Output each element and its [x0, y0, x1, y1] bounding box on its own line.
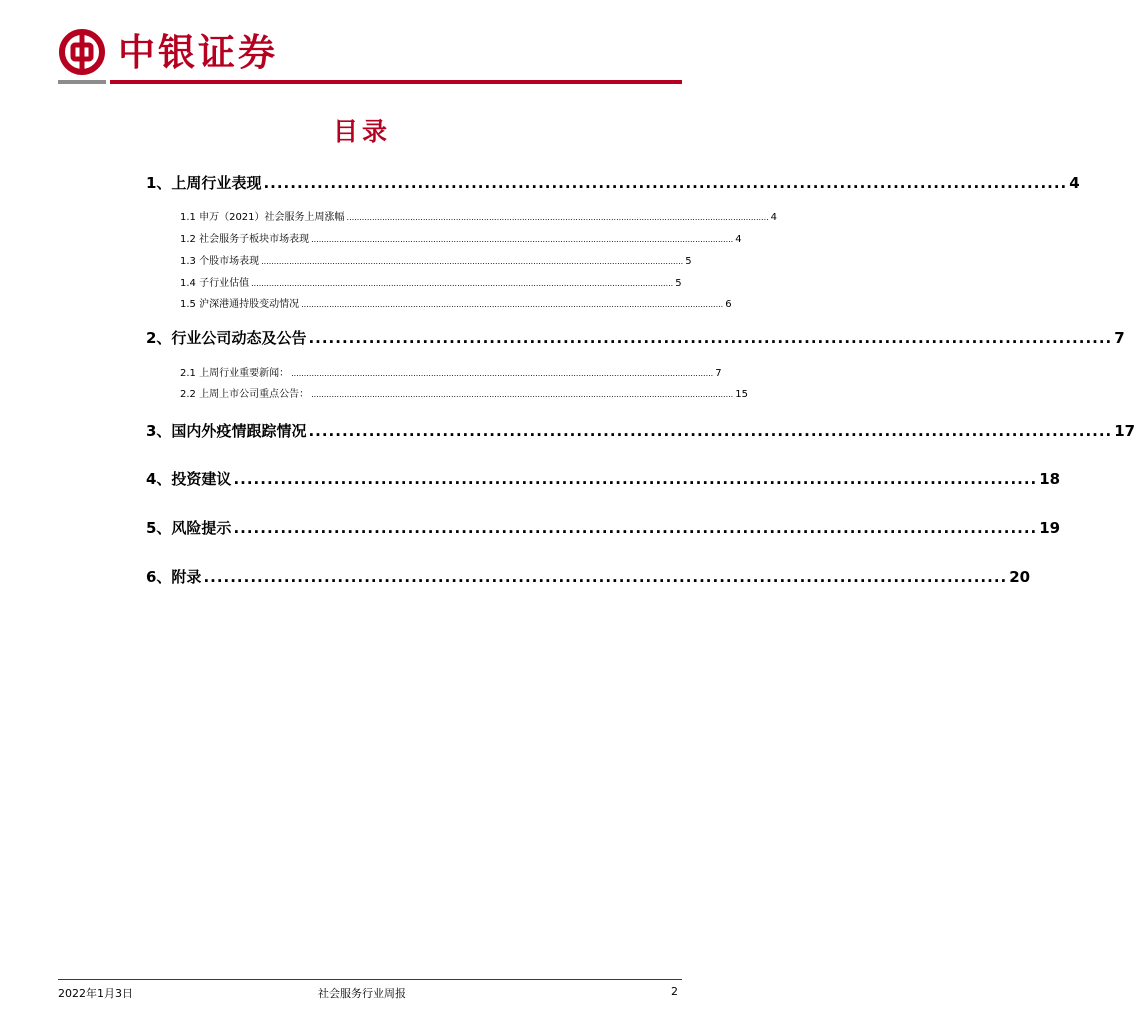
toc-entry-label: 6、附录 [146, 568, 202, 586]
toc-entry-label: 3、国内外疫情跟踪情况 [146, 422, 307, 440]
toc-entry-label: 1.5 沪深港通持股变动情况 [180, 299, 300, 310]
toc-entry-page: 15 [735, 389, 748, 400]
toc-entry-page: 19 [1039, 519, 1061, 537]
toc-entry-page: 20 [1009, 568, 1031, 586]
toc-entry-1-1[interactable] [180, 208, 778, 223]
toc-entry-3[interactable] [146, 420, 1135, 442]
toc-leader-dots: ...................................................................................................................................................................... [311, 390, 734, 399]
toc-entry-label: 1.2 社会服务子板块市场表现 [180, 234, 310, 245]
toc-entry-5[interactable] [146, 517, 1061, 539]
toc-leader-dots: ........................................................................................................................ [203, 568, 1008, 586]
toc-entry-page: 4 [1069, 174, 1080, 192]
toc-entry-label: 1.3 个股市场表现 [180, 256, 260, 267]
toc-entry-page: 4 [735, 234, 742, 245]
toc-leader-dots: ........................................................................................................................ [263, 174, 1068, 192]
toc-leader-dots: ...................................................................................................................................................................... [251, 279, 674, 288]
toc-entry-page: 5 [685, 256, 692, 267]
toc-entry-label: 1.1 申万（2021）社会服务上周涨幅 [180, 212, 345, 223]
brand-name: 中银证券 [118, 30, 278, 74]
toc-leader-dots: ...................................................................................................................................................................... [311, 235, 734, 244]
toc-leader-dots: ...................................................................................................................................................................... [261, 257, 684, 266]
toc-entry-1[interactable] [146, 172, 1080, 194]
toc-entry-2-2[interactable] [180, 385, 748, 400]
toc-entry-page: 5 [675, 278, 682, 289]
toc-entry-label: 2、行业公司动态及公告 [146, 329, 307, 347]
toc-entry-page: 7 [715, 368, 722, 379]
toc-entry-4[interactable] [146, 468, 1061, 490]
toc-leader-dots: ...................................................................................................................................................................... [301, 300, 724, 309]
toc-leader-dots: ........................................................................................................................ [233, 470, 1038, 488]
toc-entry-page: 6 [725, 299, 732, 310]
toc-entry-label: 2.1 上周行业重要新闻： [180, 368, 290, 379]
footer-date: 2022年1月3日 [58, 987, 133, 1000]
toc-entry-label: 2.2 上周上市公司重点公告： [180, 389, 310, 400]
toc-entry-label: 4、投资建议 [146, 470, 232, 488]
toc-leader-dots: ........................................................................................................................ [308, 329, 1113, 347]
toc-title: 目录 [332, 117, 391, 146]
toc-entry-page: 7 [1114, 329, 1125, 347]
boc-logo-icon [58, 28, 106, 76]
toc-leader-dots: ...................................................................................................................................................................... [291, 369, 714, 378]
toc-entry-page: 17 [1114, 422, 1135, 440]
toc-entry-label: 1.4 子行业估值 [180, 278, 250, 289]
toc-leader-dots: ........................................................................................................................ [233, 519, 1038, 537]
toc-entry-2-1[interactable] [180, 364, 722, 379]
footer-page-number: 2 [671, 985, 678, 998]
toc-entry-page: 4 [770, 212, 778, 223]
toc-entry-1-4[interactable] [180, 274, 682, 289]
toc-leader-dots: ........................................................................................................................ [308, 422, 1113, 440]
footer-report-name: 社会服务行业周报 [318, 987, 406, 1000]
toc-entry-page: 18 [1039, 470, 1061, 488]
toc-entry-2[interactable] [146, 327, 1125, 349]
toc-entry-1-2[interactable] [180, 230, 742, 245]
toc-entry-1-5[interactable] [180, 295, 732, 310]
toc-entry-6[interactable] [146, 566, 1031, 588]
toc-entry-label: 5、风险提示 [146, 519, 232, 537]
page-header [58, 28, 682, 80]
header-rule [58, 80, 682, 84]
toc-entry-label: 1、上周行业表现 [146, 174, 262, 192]
footer-rule [58, 979, 682, 980]
toc-leader-dots: ...................................................................................................................................................................... [346, 213, 769, 222]
toc-entry-1-3[interactable] [180, 252, 692, 267]
